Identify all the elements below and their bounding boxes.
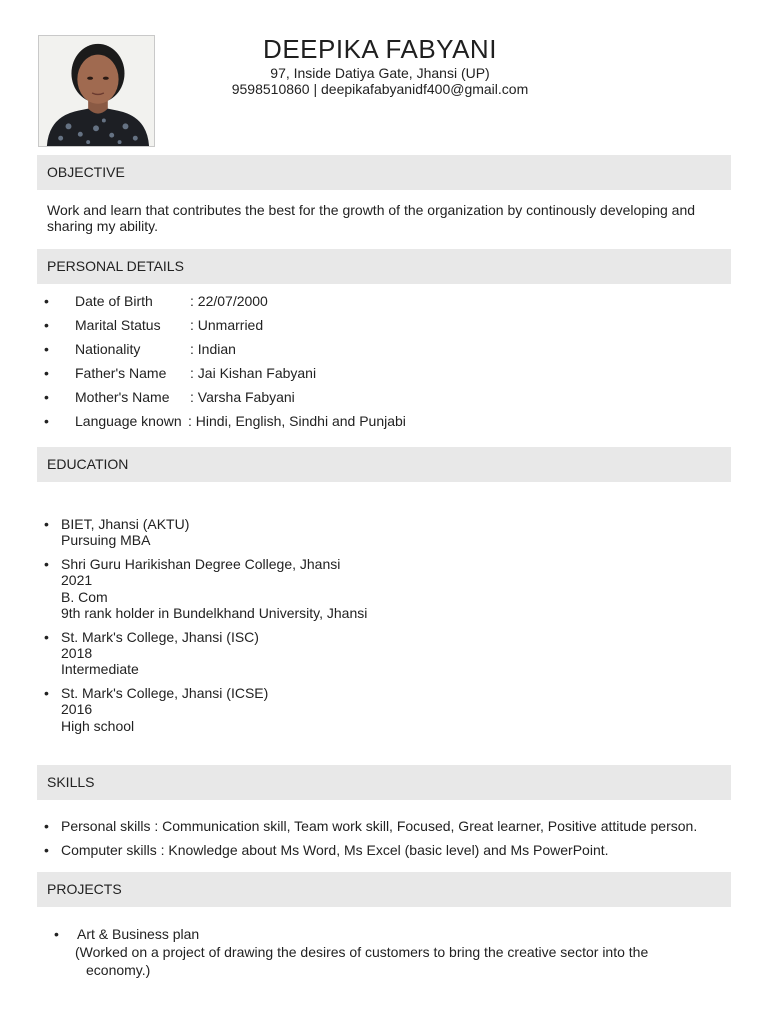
section-header-education: EDUCATION	[37, 447, 731, 482]
skills-list	[40, 818, 697, 866]
bullet-icon: •	[44, 389, 49, 405]
section-header-projects: PROJECTS	[37, 872, 731, 907]
bullet-icon: •	[44, 341, 49, 357]
candidate-address: 97, Inside Datiya Gate, Jhansi (UP)	[270, 65, 490, 81]
education-year: 2021	[61, 572, 93, 589]
education-degree: B. Com	[61, 588, 108, 605]
bullet-icon: •	[44, 818, 49, 834]
profile-photo	[38, 35, 155, 147]
skill-item-personal	[40, 818, 697, 842]
project-title: Art & Business plan	[77, 926, 200, 942]
section-header-objective: OBJECTIVE	[37, 155, 731, 190]
personal-value: : Unmarried	[190, 317, 264, 333]
personal-value: : Hindi, English, Sindhi and Punjabi	[188, 413, 406, 429]
project-description: (Worked on a project of drawing the desires of customers to bring the creative sector into the	[75, 944, 649, 960]
candidate-contact: 9598510860 | deepikafabyanidf400@gmail.com	[231, 81, 529, 97]
candidate-name: DEEPIKA FABYANI	[263, 34, 497, 64]
education-item	[40, 516, 367, 549]
projects-list	[40, 925, 685, 979]
personal-value: : Indian	[190, 341, 236, 357]
education-year: 2016	[61, 701, 93, 718]
bullet-icon: •	[44, 365, 49, 381]
personal-label: Father's Name	[75, 365, 167, 381]
personal-label: Date of Birth	[75, 293, 153, 309]
education-detail: 9th rank holder in Bundelkhand University, Jhansi	[61, 604, 368, 621]
education-year: 2018	[61, 645, 93, 662]
education-item	[40, 629, 367, 678]
skill-text: Personal skills : Communication skill, Team work skill, Focused, Great learner, Positive attitude person.	[61, 818, 698, 834]
personal-value: : Jai Kishan Fabyani	[190, 365, 317, 381]
bullet-icon: •	[44, 685, 49, 702]
education-degree: Intermediate	[61, 661, 139, 678]
personal-value: : 22/07/2000	[190, 293, 268, 309]
education-detail: Pursuing MBA	[61, 532, 151, 549]
bullet-icon: •	[44, 317, 49, 333]
education-institution: St. Mark's College, Jhansi (ICSE)	[61, 685, 269, 702]
personal-value: : Varsha Fabyani	[190, 389, 295, 405]
education-item	[40, 556, 367, 621]
education-degree: High school	[61, 717, 135, 734]
education-item	[40, 685, 367, 734]
bullet-icon: •	[44, 628, 49, 645]
personal-label: Mother's Name	[75, 389, 170, 405]
personal-label: Nationality	[75, 341, 141, 357]
bullet-icon: •	[44, 516, 49, 532]
bullet-icon: •	[44, 413, 49, 429]
personal-label: Language known	[75, 413, 182, 429]
bullet-icon: •	[44, 556, 49, 573]
bullet-icon: •	[44, 293, 49, 309]
section-header-personal-details: PERSONAL DETAILS	[37, 249, 731, 284]
profile-photo-image	[39, 36, 154, 146]
bullet-icon: •	[44, 842, 49, 858]
education-institution: St. Mark's College, Jhansi (ISC)	[61, 628, 259, 645]
bullet-icon: •	[54, 926, 59, 942]
section-header-skills: SKILLS	[37, 765, 731, 800]
education-list	[40, 516, 367, 742]
skill-item-computer	[40, 842, 697, 866]
education-institution: Shri Guru Harikishan Degree College, Jhansi	[61, 556, 341, 573]
personal-label: Marital Status	[75, 317, 161, 333]
skill-text: Computer skills : Knowledge about Ms Word, Ms Excel (basic level) and Ms PowerPoint.	[61, 842, 609, 858]
objective-text: Work and learn that contributes the best for the growth of the organization by continously developing and sharing my ability.	[47, 202, 696, 234]
education-institution: BIET, Jhansi (AKTU)	[61, 516, 190, 532]
project-item	[40, 925, 685, 979]
project-description-continued: economy.)	[86, 962, 151, 978]
